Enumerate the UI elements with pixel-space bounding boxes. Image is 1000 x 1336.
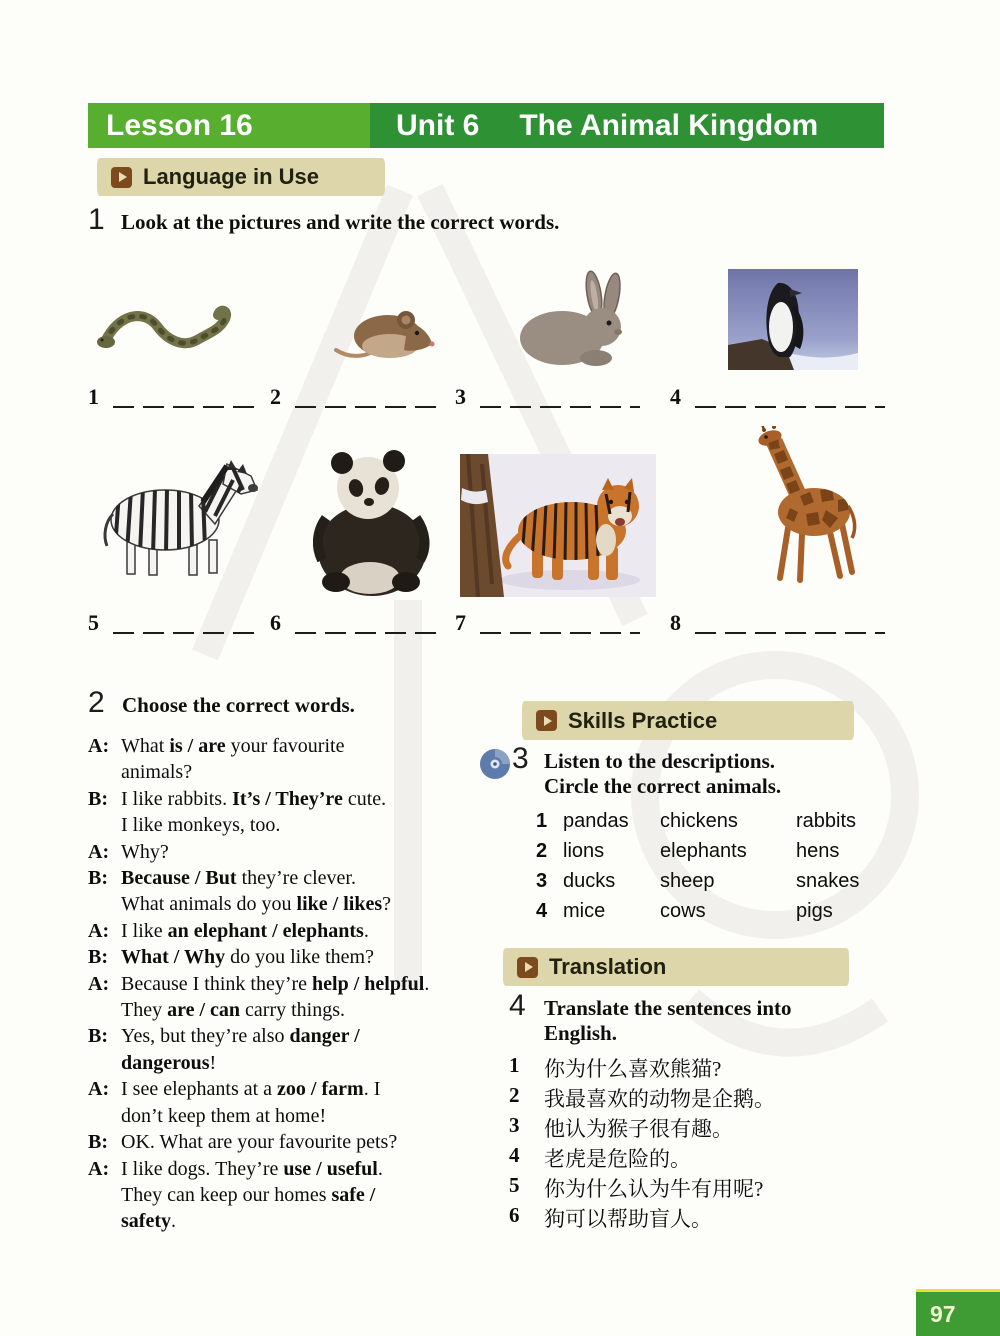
panda-image (306, 448, 438, 598)
dialogue-line (88, 1023, 528, 1049)
exercise2-number: 2 (88, 686, 105, 719)
unit-title-box (370, 103, 884, 148)
word-choice: use / useful (283, 1157, 378, 1180)
play-arrow-triangle (525, 962, 533, 972)
dialogue-text: they’re clever. (236, 867, 356, 890)
word-choice: safe / (331, 1183, 376, 1206)
dialogue-text: ? (382, 893, 391, 916)
sentence-number: 3 (509, 1113, 520, 1137)
dialogue-text: . (377, 1157, 383, 1180)
dialogue-text: don’t keep them at home! (121, 1104, 327, 1127)
word-choice: safety (121, 1210, 171, 1233)
word-choice: dangerous (121, 1051, 210, 1074)
dialogue-line (88, 812, 528, 838)
word-choice: is / are (169, 735, 226, 757)
section-title: Skills Practice (568, 707, 718, 733)
animal-option: chickens (660, 810, 738, 832)
answer-blank[interactable] (113, 388, 263, 408)
dialogue-text: animals? (121, 761, 193, 784)
speaker-label: A: (88, 919, 110, 942)
page-number: 97 (930, 1300, 956, 1327)
dialogue-line (88, 971, 528, 997)
picture-answer-rabbit (455, 386, 640, 408)
dialogue-text: . I (363, 1078, 381, 1101)
animal-option: pigs (796, 900, 833, 922)
word-choice: What / Why (121, 946, 226, 969)
picture-answer-tiger (455, 612, 640, 634)
picture-answer-giraffe (670, 612, 885, 634)
picture-answer-mouse (270, 386, 443, 408)
answer-blank[interactable] (295, 388, 443, 408)
cd-audio-icon (478, 746, 514, 782)
dialogue-text: Because I think they’re (121, 972, 313, 995)
dialogue-line (88, 1182, 528, 1208)
lesson-banner (88, 103, 884, 148)
word-choice: are / can (167, 999, 241, 1022)
dialogue-text: What (121, 735, 170, 757)
lesson-label: Lesson 16 (106, 108, 253, 142)
dialogue (88, 733, 528, 1235)
picture-number: 3 (455, 384, 466, 409)
row-number: 1 (536, 810, 548, 832)
exercise4-instruction-line1: Translate the sentences into (544, 996, 792, 1020)
word-choice: like / likes (296, 893, 383, 916)
dialogue-text: do you like them? (225, 946, 374, 969)
picture-answer-snake (88, 386, 263, 408)
picture-number: 6 (270, 610, 281, 635)
dialogue-line (88, 786, 528, 812)
animal-option: hens (796, 840, 840, 862)
animal-option: rabbits (796, 810, 857, 832)
answer-blank[interactable] (480, 388, 640, 408)
speaker-label: A: (88, 972, 110, 995)
unit-label: Unit 6 (396, 108, 480, 142)
translation-sentence (509, 1053, 775, 1083)
exercise3-instruction-line2: Circle the correct animals. (544, 774, 782, 798)
dialogue-text: your favourite (225, 735, 345, 757)
translation-sentence (509, 1143, 775, 1173)
dialogue-text: I like (121, 919, 168, 942)
snake-image (95, 298, 235, 362)
speaker-label: A: (88, 840, 110, 863)
dialogue-text: . (170, 1210, 176, 1233)
dialogue-line (88, 944, 528, 970)
animal-option: pandas (563, 810, 629, 832)
picture-number: 7 (455, 610, 466, 635)
chinese-sentence: 你为什么认为牛有用呢? (544, 1177, 764, 1201)
sentence-number: 2 (509, 1083, 520, 1107)
dialogue-text: I like rabbits. (121, 787, 233, 810)
dialogue-line (88, 1103, 528, 1129)
animal-option: cows (660, 900, 706, 922)
exercise2-instruction: Choose the correct words. (122, 693, 355, 717)
page-number-badge (916, 1289, 1000, 1336)
dialogue-line (88, 997, 528, 1023)
answer-blanks-row-1 (0, 372, 1000, 408)
section-title: Language in Use (143, 164, 320, 189)
picture-answer-zebra (88, 612, 263, 634)
speaker-label: B: (88, 1025, 108, 1048)
translation-sentence (509, 1173, 775, 1203)
dialogue-text: I like dogs. They’re (121, 1157, 284, 1180)
dialogue-text: cute. (342, 787, 387, 810)
row-number: 2 (536, 840, 548, 862)
dialogue-text: OK. What are your favourite pets? (121, 1131, 398, 1154)
section-header-skills-practice (522, 701, 854, 740)
word-choice: It’s / They’re (232, 787, 343, 810)
dialogue-line (88, 918, 528, 944)
play-arrow-icon (536, 710, 557, 731)
chinese-sentence: 你为什么喜欢熊猫? (544, 1057, 722, 1081)
dialogue-line (88, 1208, 528, 1234)
speaker-label: A: (88, 1078, 110, 1101)
exercise4-number: 4 (509, 989, 526, 1022)
lesson-label-box (88, 103, 370, 148)
animal-option: lions (563, 840, 605, 862)
rabbit-image (510, 270, 638, 368)
play-arrow-icon (517, 957, 538, 978)
ex3-table (536, 806, 859, 926)
chinese-sentence: 狗可以帮助盲人。 (544, 1207, 712, 1231)
picture-answer-penguin (670, 386, 885, 408)
dialogue-line (88, 733, 528, 759)
dialogue-line (88, 891, 528, 917)
tiger-photo (460, 454, 656, 597)
chinese-sentence: 他认为猴子很有趣。 (544, 1117, 733, 1141)
row-number: 3 (536, 870, 548, 892)
chinese-sentence: 我最喜欢的动物是企鹅。 (544, 1087, 775, 1111)
animal-option: ducks (563, 870, 616, 892)
picture-answer-panda (270, 612, 443, 634)
mouse-image (328, 298, 436, 364)
speaker-label: A: (88, 1157, 110, 1180)
dialogue-text: They (121, 999, 168, 1022)
word-choice: help / helpful (312, 972, 425, 995)
speaker-label: B: (88, 867, 108, 890)
answer-blank[interactable] (695, 388, 885, 408)
answer-blank[interactable] (480, 614, 640, 634)
dialogue-text: carry things. (240, 999, 346, 1022)
exercise1-instruction: Look at the pictures and write the correct words. (121, 210, 560, 234)
translation-sentence (509, 1203, 775, 1233)
ex3-row (536, 896, 859, 926)
play-arrow-triangle (544, 716, 552, 726)
chinese-sentence: 老虎是危险的。 (544, 1147, 691, 1171)
answer-blank[interactable] (295, 614, 443, 634)
speaker-label: B: (88, 787, 108, 810)
zebra-image (93, 450, 271, 578)
dialogue-line (88, 1050, 528, 1076)
section-title: Translation (549, 954, 667, 979)
dialogue-text: Why? (121, 840, 169, 863)
exercise3-number: 3 (512, 742, 529, 775)
dialogue-text: . (424, 972, 430, 995)
speaker-label: B: (88, 1131, 108, 1154)
translation-sentence (509, 1113, 775, 1143)
dialogue-line (88, 759, 528, 785)
penguin-photo (728, 269, 858, 370)
ex3-row (536, 866, 859, 896)
picture-number: 2 (270, 384, 281, 409)
unit-title: The Animal Kingdom (519, 108, 819, 142)
word-choice: an elephant / elephants (167, 919, 364, 942)
row-number: 4 (536, 900, 548, 922)
sentence-number: 1 (509, 1053, 520, 1077)
dialogue-text: I like monkeys, too. (121, 814, 281, 837)
dialogue-text: I see elephants at a (121, 1078, 278, 1101)
animal-option: elephants (660, 840, 747, 862)
ex3-row (536, 806, 859, 836)
exercise3-instruction-line1: Listen to the descriptions. (544, 749, 775, 773)
animal-option: sheep (660, 870, 715, 892)
exercise4-instruction-line2: English. (544, 1021, 617, 1045)
play-arrow-triangle (119, 172, 127, 182)
dialogue-text: . (363, 919, 369, 942)
picture-number: 5 (88, 610, 99, 635)
sentence-number: 6 (509, 1203, 520, 1227)
play-arrow-icon (111, 167, 132, 188)
ex3-row (536, 836, 859, 866)
section-header-translation (503, 948, 849, 986)
picture-number: 8 (670, 610, 681, 635)
animal-option: snakes (796, 870, 860, 892)
dialogue-text: They can keep our homes (121, 1183, 332, 1206)
exercise1-number: 1 (88, 203, 105, 236)
dialogue-line (88, 839, 528, 865)
answer-blank[interactable] (113, 614, 263, 634)
dialogue-text: ! (209, 1051, 217, 1074)
speaker-label: B: (88, 946, 108, 969)
giraffe-image (750, 426, 864, 586)
sentence-number: 4 (509, 1143, 520, 1167)
section-header-language-in-use (97, 158, 385, 196)
dialogue-line (88, 1129, 528, 1155)
speaker-label: A: (88, 735, 110, 757)
word-choice: danger / (289, 1025, 360, 1048)
dialogue-line (88, 865, 528, 891)
dialogue-line (88, 1156, 528, 1182)
dialogue-text: Yes, but they’re also (121, 1025, 290, 1048)
picture-number: 4 (670, 384, 681, 409)
animal-option: mice (563, 900, 606, 922)
dialogue-text: What animals do you (121, 893, 297, 916)
word-choice: zoo / farm (277, 1078, 364, 1101)
answer-blank[interactable] (695, 614, 885, 634)
translation-sentence (509, 1083, 775, 1113)
answer-blanks-row-2 (0, 598, 1000, 634)
picture-number: 1 (88, 384, 99, 409)
word-choice: Because / But (121, 867, 237, 890)
ex4-sentences (509, 1053, 775, 1233)
dialogue-line (88, 1076, 528, 1102)
sentence-number: 5 (509, 1173, 520, 1197)
